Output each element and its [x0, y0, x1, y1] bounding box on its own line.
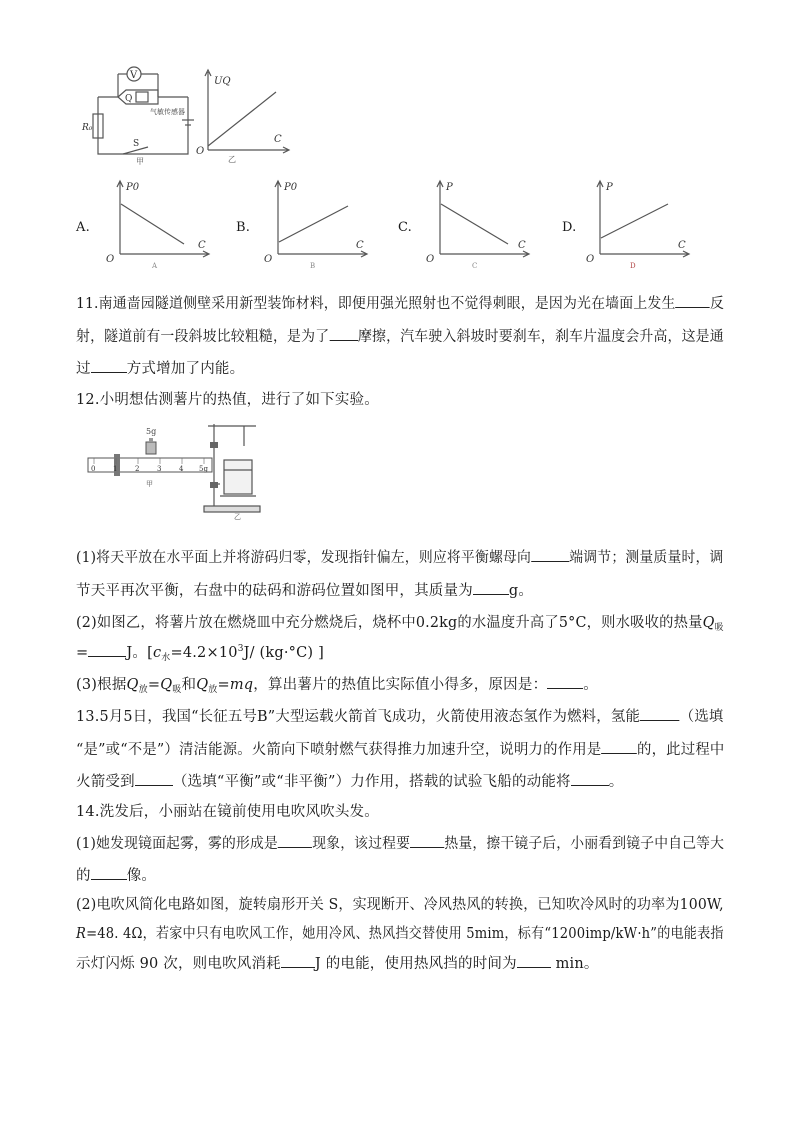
graph-x-label: C	[274, 134, 282, 145]
q11-text: 过	[76, 361, 91, 377]
q11-line-2	[76, 325, 724, 346]
ruler-tick: 2	[135, 465, 140, 473]
yi-label: 乙	[234, 513, 241, 520]
ruler-tick: 3	[157, 465, 162, 473]
q13-text: 13.5月5日，我国“长征五号B”大型运载火箭首飞成功，火箭使用液态氢作为燃料，氢能	[76, 709, 641, 725]
q12-text: 节天平再次平衡，右盘中的砝码和游码位置如图甲，其质量为	[76, 583, 473, 599]
answer-blank	[410, 835, 444, 848]
q14-part2-line2	[76, 922, 724, 943]
option-origin: O	[586, 254, 595, 265]
q14-text: 的	[76, 868, 91, 884]
answer-blank	[547, 676, 583, 689]
q14-text: =48. 4Ω，若家中只有电吹风工作，她用冷风、热风挡交替使用 5mim，标有“1200imp/kW·h”的电能表指	[86, 926, 724, 942]
ruler-tick: 5g	[199, 465, 208, 473]
answer-blank	[135, 773, 173, 786]
q13-text: 的，此过程中	[637, 742, 725, 758]
answer-blank	[329, 328, 358, 341]
q12-text: ，算出薯片的热值比实际值小得多，原因是：	[253, 677, 548, 693]
option-d-graph	[584, 176, 694, 268]
q14-text: (2)电吹风简化电路如图，旋转扇形开关 S，实现断开、冷风热风的转换，已知吹冷风时的功率为100W,	[76, 897, 724, 913]
switch-label: S	[133, 139, 140, 149]
q14-title: 14.洗发后，小丽站在镜前使用电吹风吹头发。	[76, 804, 379, 820]
option-a-graph	[104, 176, 214, 268]
ruler-tick: 0	[91, 465, 96, 473]
q12-text: g。	[508, 583, 534, 599]
q12-text: J。[	[126, 645, 153, 661]
q14-part1-line2	[76, 864, 156, 885]
option-letter: C.	[398, 220, 413, 235]
option-origin: O	[264, 254, 273, 265]
option-under-label: A	[152, 262, 158, 268]
subscript: 吸	[714, 623, 724, 633]
option-x-label: C	[198, 240, 206, 251]
ruler-tick: 1	[113, 465, 118, 473]
balance-and-burner-figure	[84, 420, 284, 520]
q11-line-1	[76, 292, 724, 313]
answer-blank	[278, 835, 312, 848]
jia-label: 甲	[136, 157, 144, 166]
q13-text: 火箭受到	[76, 774, 135, 790]
voltmeter-label: V	[130, 70, 138, 81]
q14-part1-line1	[76, 832, 724, 853]
q11-line-3	[76, 357, 244, 378]
q-symbol: Q	[126, 677, 139, 693]
option-x-label: C	[678, 240, 686, 251]
q11-text: 反	[709, 296, 725, 312]
answer-blank	[640, 708, 680, 721]
q13-text: （选填“平衡”或“非平衡”）力作用，搭载的试验飞船的动能将	[172, 774, 571, 790]
q12-text: J/ (kg·°C) ]	[243, 645, 324, 661]
option-under-label: D	[630, 262, 636, 268]
q14-text: 像。	[126, 868, 157, 884]
q14-text: (1)她发现镜面起雾，雾的形成是	[76, 836, 278, 852]
answer-blank	[571, 773, 609, 786]
q14-part2-line1	[76, 893, 724, 914]
answer-blank	[676, 295, 710, 308]
q13-text: （选填	[679, 709, 724, 725]
subscript: 吸	[172, 685, 182, 695]
option-y-label: P0	[284, 182, 298, 193]
subscript: 放	[208, 685, 218, 695]
q12-part2-line2	[76, 641, 324, 663]
option-letter: A.	[76, 220, 90, 235]
graph-origin: O	[196, 146, 205, 157]
answer-blank	[91, 360, 127, 373]
q14-text: 示灯闪烁 90 次，则电吹风消耗	[76, 956, 281, 972]
q14-text: min。	[550, 956, 599, 972]
q14-text: J 的电能，使用热风挡的时间为	[314, 956, 517, 972]
q12-part1-line2	[76, 579, 533, 600]
q12-text: =	[147, 677, 161, 693]
q11-text: 射，隧道前有一段斜坡比较粗糙，是为了	[76, 329, 330, 345]
q12-text: 和	[181, 677, 197, 693]
answer-blank	[91, 867, 127, 880]
ruler-tick: 4	[179, 465, 184, 473]
q13-text: 。	[608, 774, 624, 790]
q12-text: 。	[583, 677, 598, 693]
option-y-label: P	[606, 182, 613, 193]
q11-text: 摩擦，汽车驶入斜坡时要刹车，刹车片温度会升高，这是通	[357, 329, 724, 345]
sensor-circuit-figure	[78, 62, 298, 166]
option-x-label: C	[518, 240, 526, 251]
answer-blank	[473, 582, 509, 595]
subscript: 放	[138, 685, 148, 695]
option-under-label: B	[310, 262, 316, 268]
q11-text: 方式增加了内能。	[126, 361, 245, 377]
option-c-graph	[424, 176, 534, 268]
weight-label: 5g	[146, 427, 157, 436]
q12-text: =4.2×10	[170, 645, 238, 661]
answer-blank	[601, 741, 637, 754]
jia-label: 甲	[146, 480, 153, 488]
option-origin: O	[106, 254, 115, 265]
q-symbol: Q	[702, 615, 715, 631]
option-letter: B.	[236, 220, 251, 235]
option-under-label: C	[472, 262, 478, 268]
q-symbol: Q	[160, 677, 173, 693]
q12-text: (1)将天平放在水平面上并将游码归零，发现指针偏左，则应将平衡螺母向	[76, 550, 532, 566]
option-origin: O	[426, 254, 435, 265]
yi-label: 乙	[228, 155, 236, 164]
option-y-label: P0	[126, 182, 140, 193]
q12-text: (3)根据	[76, 677, 127, 693]
subscript: 水	[161, 653, 171, 663]
q12-title: 12.小明想估测薯片的热值，进行了如下实验。	[76, 392, 379, 408]
option-b-graph	[262, 176, 372, 268]
formula: =mq	[217, 677, 254, 693]
r0-label: R₀	[82, 123, 93, 133]
q13-line-2	[76, 738, 724, 759]
r-symbol: R	[76, 926, 87, 942]
c-symbol: c	[152, 645, 162, 661]
option-x-label: C	[356, 240, 364, 251]
graph-y-label: UQ	[214, 76, 231, 87]
answer-blank	[88, 644, 126, 657]
sensor-label: 气敏传感器	[150, 108, 185, 116]
q13-line-3	[76, 770, 623, 791]
q11-text: 11.南通啬园隧道侧壁采用新型装饰材料，即便用强光照射也不觉得刺眼，是因为光在墙面上发生	[76, 296, 676, 312]
q14-text: 热量，擦干镜子后，小丽看到镜子中自己等大	[444, 836, 725, 852]
option-letter: D.	[562, 220, 577, 235]
answer-blank	[281, 955, 315, 968]
q12-part2-line1	[76, 611, 724, 633]
q12-part1-line1	[76, 546, 724, 567]
q12-text: =	[76, 645, 89, 661]
q12-text: (2)如图乙，将薯片放在燃烧皿中充分燃烧后，烧杯中0.2kg的水温度升高了5°C，则水吸收的热量	[76, 615, 703, 631]
q14-part2-line3	[76, 952, 599, 973]
q-symbol: Q	[196, 677, 209, 693]
q-label: Q	[125, 94, 133, 104]
answer-blank	[517, 955, 551, 968]
q13-line-1	[76, 705, 724, 726]
q12-text: 端调节；测量质量时，调	[569, 550, 724, 566]
superscript: 3	[237, 644, 244, 654]
q14-text: 现象，该过程要	[312, 836, 411, 852]
q12-part3	[76, 673, 598, 695]
answer-blank	[531, 549, 569, 562]
option-y-label: P	[446, 182, 453, 193]
q13-text: “是”或“不是”）清洁能源。火箭向下喷射燃气获得推力加速升空，说明力的作用是	[76, 742, 602, 758]
